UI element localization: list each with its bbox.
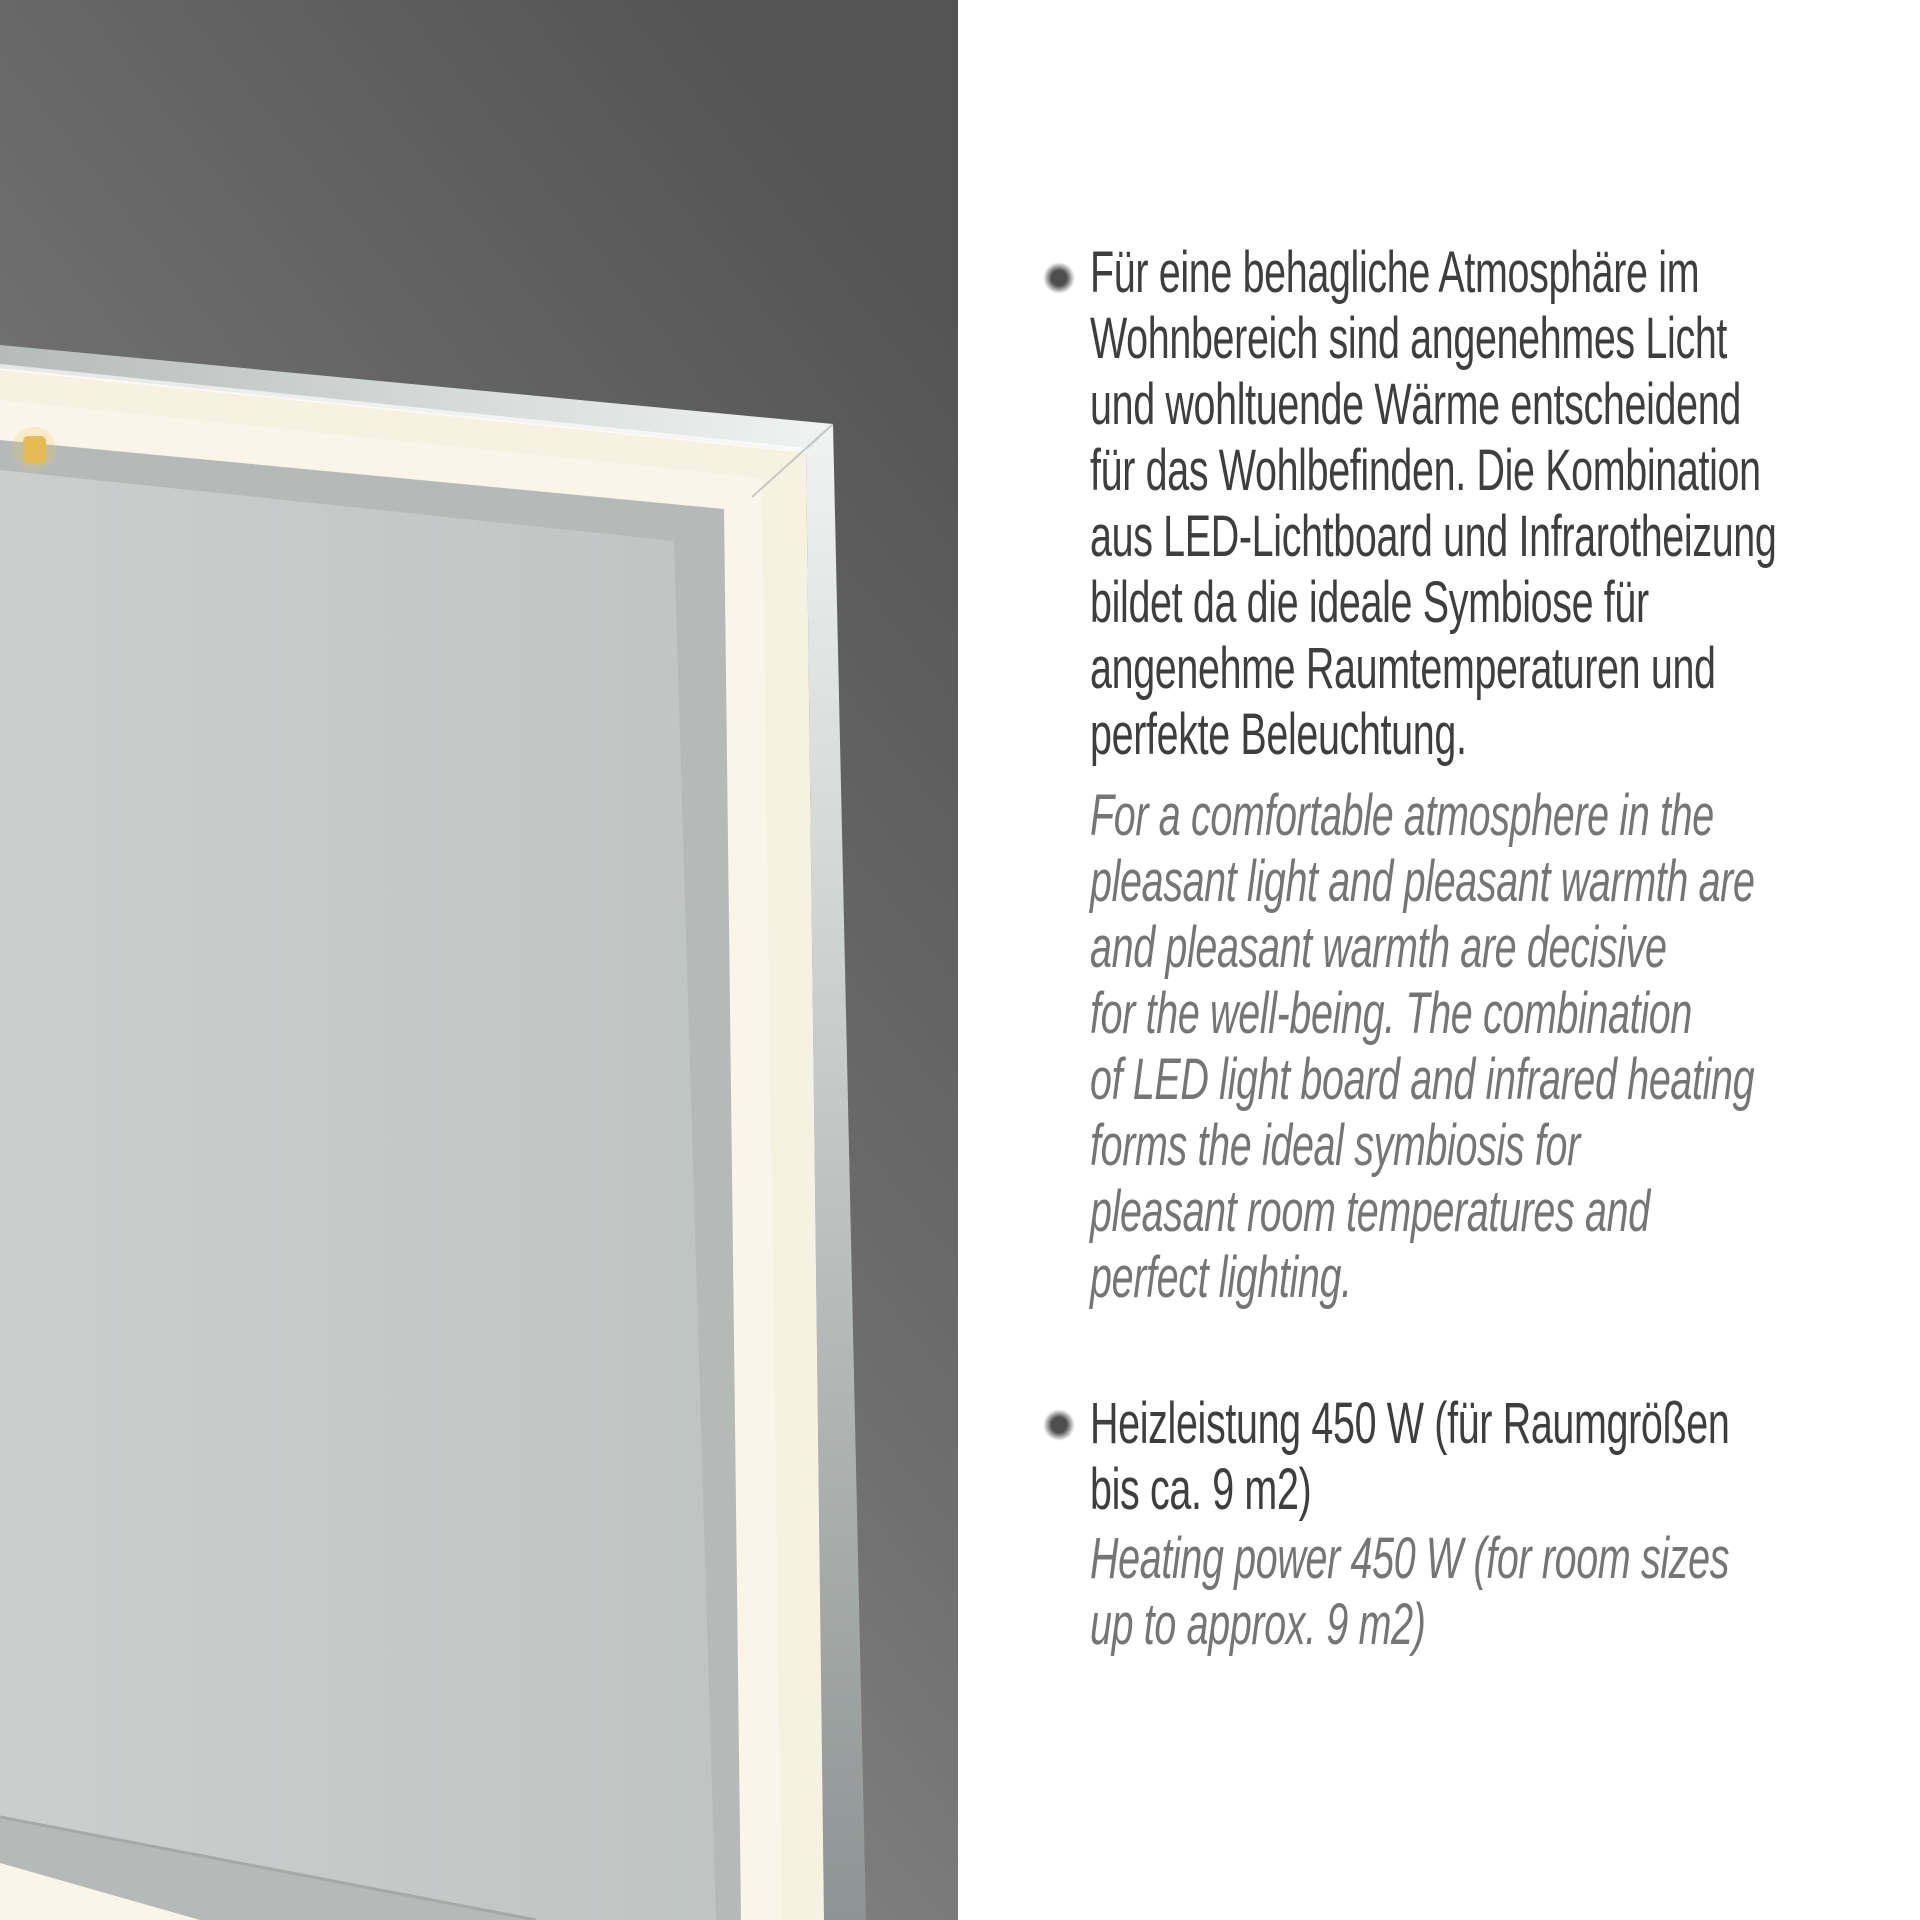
led-dot (23, 436, 46, 463)
description-text (1090, 240, 1906, 1658)
text-line: of LED light board and infrared heating (1090, 1047, 1755, 1112)
bullet-icon (1043, 1409, 1075, 1441)
feature-text-english (1090, 783, 1906, 1311)
text-line: perfect lighting. (1090, 1245, 1352, 1310)
text-line: perfekte Beleuchtung. (1090, 702, 1467, 767)
text-line: Heating power 450 W (for room sizes (1090, 1526, 1730, 1591)
text-line: für das Wohlbefinden. Die Kombination (1090, 438, 1761, 503)
text-line: Wohnbereich sind angenehmes Licht (1090, 306, 1728, 371)
text-line: bis ca. 9 m2) (1090, 1457, 1312, 1522)
text-line: and pleasant warmth are decisive (1090, 915, 1667, 980)
text-line: bildet da die ideale Symbiose für (1090, 570, 1649, 635)
led-mirror-photo (0, 0, 958, 1920)
feature-text-german (1090, 240, 1906, 768)
text-line: For a comfortable atmosphere in the (1090, 783, 1714, 848)
text-line: pleasant light and pleasant warmth are (1090, 849, 1755, 914)
text-line: for the well-being. The combination (1090, 981, 1692, 1046)
text-line: pleasant room temperatures and (1090, 1179, 1650, 1244)
mirror-face (0, 470, 716, 1920)
product-photo (0, 0, 958, 1920)
text-line: und wohltuende Wärme entscheidend (1090, 372, 1741, 437)
heating-power-text-german (1090, 1391, 1906, 1523)
heating-power-text-english (1090, 1526, 1906, 1658)
text-line: angenehme Raumtemperaturen und (1090, 636, 1716, 701)
text-line: forms the ideal symbiosis for (1090, 1113, 1580, 1178)
text-line: up to approx. 9 m2) (1090, 1592, 1426, 1657)
text-line: aus LED-Lichtboard und Infrarotheizung (1090, 504, 1777, 569)
text-line: Für eine behagliche Atmosphäre im (1090, 240, 1700, 305)
text-line: Heizleistung 450 W (für Raumgrößen (1090, 1391, 1730, 1456)
bullet-icon (1043, 262, 1075, 294)
